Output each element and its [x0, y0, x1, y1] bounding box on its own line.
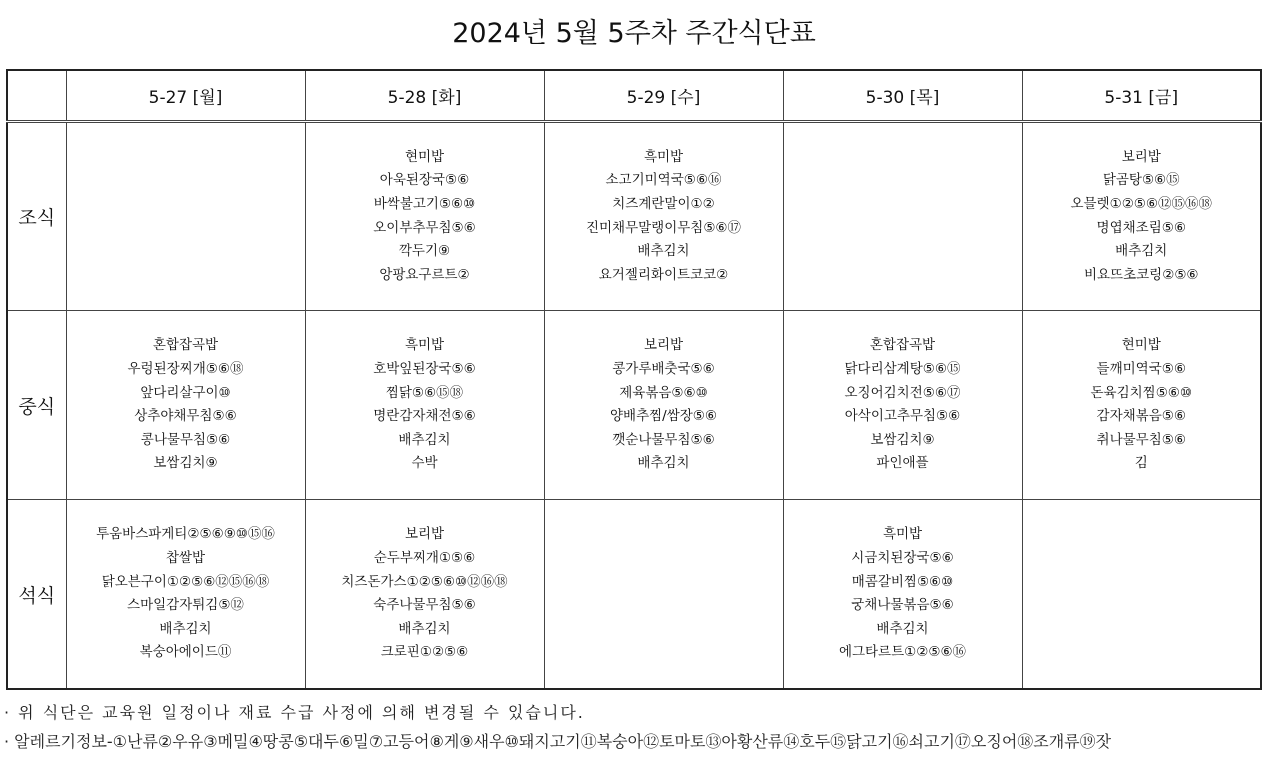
- menu-item: 닭곰탕⑤⑥⑮: [1102, 172, 1180, 189]
- menu-item: 앙팡요구르트②: [379, 266, 470, 283]
- menu-item: 보리밥: [1121, 148, 1161, 165]
- menu-item-list: [784, 523, 1022, 665]
- menu-item: 닭다리삼계탕⑤⑥⑮: [844, 361, 961, 378]
- menu-cell-dinner-tue: [305, 500, 544, 689]
- menu-cell-lunch-mon: [66, 311, 305, 500]
- menu-item: 배추김치: [876, 620, 929, 637]
- menu-cell-breakfast-wed: [544, 122, 783, 311]
- menu-cell-breakfast-tue: [305, 122, 544, 311]
- menu-item-list: [306, 146, 544, 288]
- menu-item: 현미밥: [1121, 337, 1161, 354]
- menu-item: 깻순나물무침⑤⑥: [612, 431, 715, 448]
- menu-item: 현미밥: [404, 148, 445, 165]
- menu-item: 파인애플: [876, 455, 929, 472]
- menu-item: 궁채나물볶음⑤⑥: [851, 597, 954, 614]
- menu-item: 우렁된장찌개⑤⑥⑱: [127, 361, 244, 378]
- day-header-mon: 5-27 [월]: [66, 70, 305, 122]
- menu-item: 혼합잡곡밥: [869, 337, 936, 354]
- notes-section: [4, 698, 1264, 756]
- meal-label-breakfast: 조식: [7, 122, 66, 311]
- menu-item: 찹쌀밥: [165, 549, 206, 566]
- menu-item: 배추김치: [398, 431, 451, 448]
- menu-item: 앞다리살구이⑩: [140, 384, 231, 401]
- menu-item: 닭오븐구이①②⑤⑥⑫⑮⑯⑱: [101, 573, 270, 590]
- menu-item-list: [306, 334, 544, 476]
- menu-item: 스마일감자튀김⑤⑫: [127, 597, 244, 614]
- meal-row-breakfast: [7, 122, 1261, 311]
- menu-item: 콩나물무침⑤⑥: [140, 431, 231, 448]
- menu-item: 호박잎된장국⑤⑥: [373, 361, 476, 378]
- menu-item: 순두부찌개①⑤⑥: [373, 549, 476, 566]
- menu-cell-lunch-fri: [1022, 311, 1261, 500]
- menu-item: 들깨미역국⑤⑥: [1096, 361, 1186, 378]
- menu-item: 아삭이고추무침⑤⑥: [844, 408, 961, 425]
- menu-cell-breakfast-thu: [783, 122, 1022, 311]
- menu-cell-breakfast-mon: [66, 122, 305, 311]
- menu-item: 배추김치: [398, 620, 451, 637]
- menu-item: 배추김치: [1115, 243, 1168, 260]
- menu-item: 돈육김치찜⑤⑥⑩: [1090, 384, 1192, 401]
- day-header-row: [7, 70, 1261, 122]
- menu-cell-dinner-wed: [544, 500, 783, 689]
- menu-cell-lunch-wed: [544, 311, 783, 500]
- day-header-fri: 5-31 [금]: [1022, 70, 1261, 122]
- weekly-menu-table: [6, 69, 1262, 690]
- menu-item: 보리밥: [643, 337, 684, 354]
- menu-item: 에그타르트①②⑤⑥⑯: [838, 644, 967, 661]
- menu-item: 콩가루배춧국⑤⑥: [612, 361, 715, 378]
- menu-cell-lunch-tue: [305, 311, 544, 500]
- change-notice: · 위 식단은 교육원 일정이나 재료 수급 사정에 의해 변경될 수 있습니다.: [4, 703, 585, 722]
- meal-row-dinner: [7, 500, 1261, 689]
- menu-item: 배추김치: [637, 243, 690, 260]
- menu-item: 명엽채조림⑤⑥: [1096, 219, 1186, 236]
- menu-item: 배추김치: [637, 455, 690, 472]
- menu-cell-dinner-thu: [783, 500, 1022, 689]
- menu-item-list: [1023, 334, 1261, 476]
- page-title: 2024년 5월 5주차 주간식단표: [452, 18, 816, 49]
- menu-item: 투움바스파게티②⑤⑥⑨⑩⑮⑯: [96, 526, 275, 543]
- menu-item: 요거젤리화이트코코②: [598, 266, 729, 283]
- menu-item: 양배추찜/쌈장⑤⑥: [610, 408, 717, 425]
- menu-item: 명란감자채전⑤⑥: [373, 408, 476, 425]
- menu-item: 취나물무침⑤⑥: [1096, 431, 1186, 448]
- menu-item: 찜닭⑤⑥⑮⑱: [385, 384, 464, 401]
- menu-item: 제육볶음⑤⑥⑩: [619, 384, 708, 401]
- day-header-tue: 5-28 [화]: [305, 70, 544, 122]
- menu-item: 보쌈김치⑨: [870, 431, 935, 448]
- menu-item: 치즈계란말이①②: [612, 195, 715, 212]
- menu-item: 김: [1134, 455, 1148, 472]
- corner-cell: [7, 70, 66, 122]
- menu-item: 오믈렛①②⑤⑥⑫⑮⑯⑱: [1070, 195, 1213, 212]
- menu-cell-breakfast-fri: [1022, 122, 1261, 311]
- menu-item: 진미채무말랭이무침⑤⑥⑰: [585, 219, 742, 236]
- menu-item: 바싹불고기⑤⑥⑩: [373, 195, 476, 212]
- menu-item: 복숭아에이드⑪: [139, 644, 232, 661]
- menu-item-list: [545, 146, 783, 288]
- menu-item: 깍두기⑨: [398, 243, 451, 260]
- menu-item: 흑미밥: [882, 526, 923, 543]
- menu-body: [7, 122, 1261, 690]
- menu-item: 흑미밥: [643, 148, 684, 165]
- menu-item-list: [67, 523, 305, 665]
- menu-item: 매콤갈비찜⑤⑥⑩: [851, 573, 954, 590]
- meal-label-dinner: 석식: [7, 500, 66, 689]
- menu-item-list: [67, 334, 305, 476]
- day-header-thu: 5-30 [목]: [783, 70, 1022, 122]
- day-header-wed: 5-29 [수]: [544, 70, 783, 122]
- menu-item-list: [1023, 146, 1261, 288]
- menu-item: 감자채볶음⑤⑥: [1096, 408, 1186, 425]
- menu-item: 소고기미역국⑤⑥⑯: [605, 172, 722, 189]
- menu-item: 치즈돈가스①②⑤⑥⑩⑫⑯⑱: [341, 573, 508, 590]
- menu-item-list: [784, 334, 1022, 476]
- menu-item: 숙주나물무침⑤⑥: [373, 597, 476, 614]
- menu-item: 보리밥: [404, 526, 445, 543]
- menu-item: 오이부추무침⑤⑥: [373, 219, 476, 236]
- menu-item: 시금치된장국⑤⑥: [851, 549, 954, 566]
- meal-label-lunch: 중식: [7, 311, 66, 500]
- menu-cell-dinner-mon: [66, 500, 305, 689]
- menu-item: 흑미밥: [404, 337, 445, 354]
- menu-item: 아욱된장국⑤⑥: [379, 172, 470, 189]
- allergy-info: · 알레르기정보-①난류②우유③메밀④땅콩⑤대두⑥밀⑦고등어⑧게⑨새우⑩돼지고기⑪복숭아⑫토마토⑬아황산류⑭호두⑮닭고기⑯쇠고기⑰오징어⑱조개류⑲잣: [4, 732, 1112, 751]
- menu-item: 비요뜨초코링②⑤⑥: [1083, 266, 1199, 283]
- menu-item-list: [306, 523, 544, 665]
- menu-item-list: [545, 334, 783, 476]
- menu-item: 혼합잡곡밥: [152, 337, 219, 354]
- menu-item: 상추야채무침⑤⑥: [134, 408, 237, 425]
- menu-item: 크로핀①②⑤⑥: [380, 644, 469, 661]
- meal-row-lunch: [7, 311, 1261, 500]
- menu-cell-lunch-thu: [783, 311, 1022, 500]
- menu-item: 수박: [411, 455, 438, 472]
- menu-item: 배추김치: [159, 620, 212, 637]
- menu-cell-dinner-fri: [1022, 500, 1261, 689]
- menu-item: 오징어김치전⑤⑥⑰: [844, 384, 961, 401]
- menu-item: 보쌈김치⑨: [153, 455, 218, 472]
